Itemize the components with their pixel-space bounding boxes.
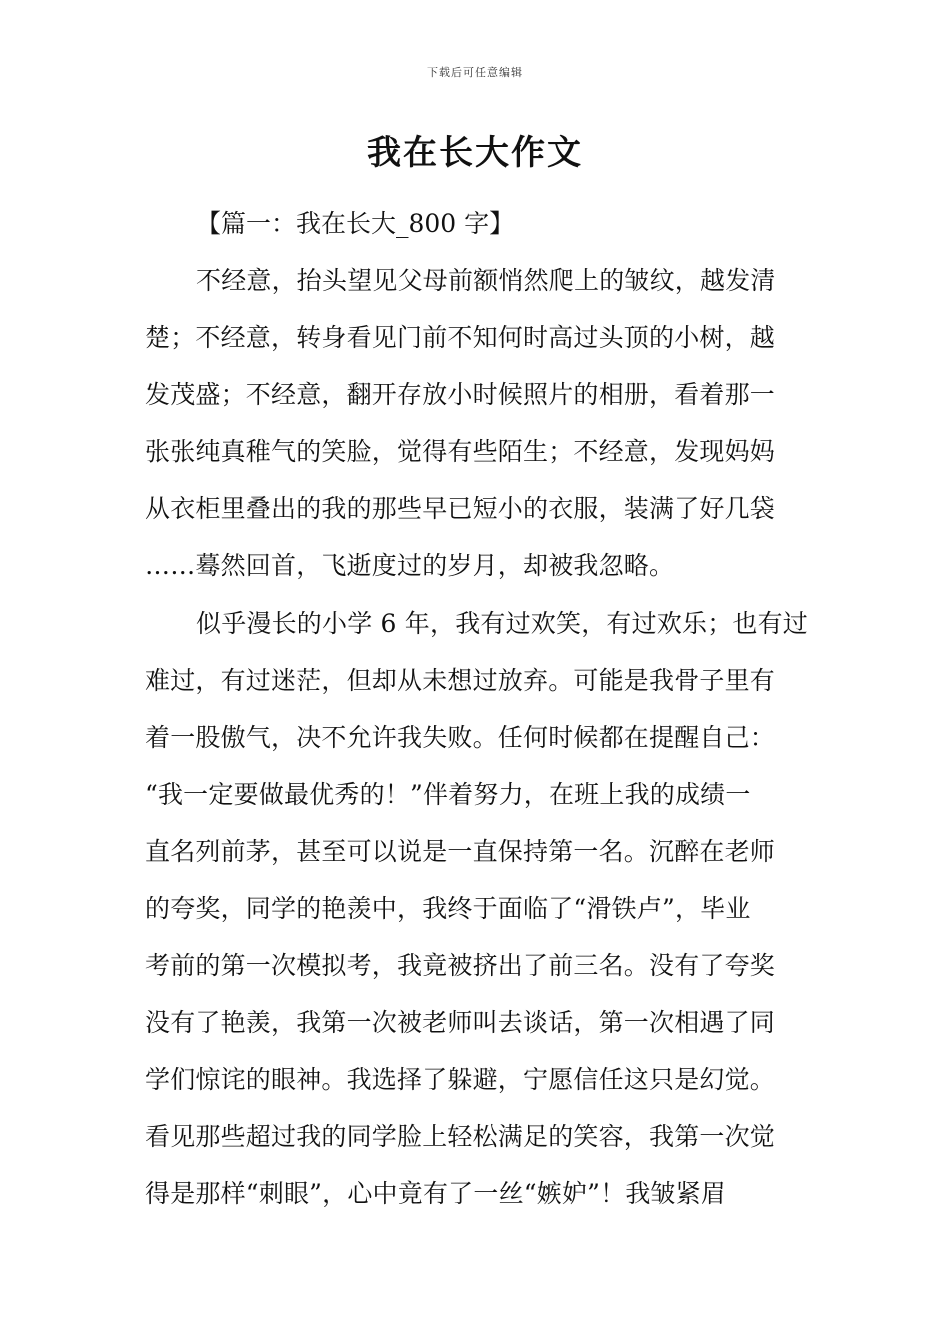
text-line: 张张纯真稚气的笑脸，觉得有些陌生；不经意，发现妈妈	[145, 437, 776, 466]
document-title: 我在长大作文	[367, 133, 583, 173]
header-note: 下载后可任意编辑	[427, 66, 523, 79]
section-heading: 【篇一：我在长大_800 字】	[196, 209, 515, 238]
text-line: “我一定要做最优秀的！”伴着努力，在班上我的成绩一	[145, 780, 751, 809]
text-line: 楚；不经意，转身看见门前不知何时高过头顶的小树，越	[145, 323, 776, 352]
text-line: 的夸奖，同学的艳羡中，我终于面临了“滑铁卢”，毕业	[145, 894, 751, 923]
text-line: 似乎漫长的小学 6 年，我有过欢笑，有过欢乐；也有过	[196, 609, 809, 638]
text-line: 没有了艳羡，我第一次被老师叫去谈话，第一次相遇了同	[145, 1008, 776, 1037]
text-line: 难过，有过迷茫，但却从未想过放弃。可能是我骨子里有	[145, 666, 776, 695]
text-line: 得是那样“刺眼”，心中竟有了一丝“嫉妒”！我皱紧眉	[145, 1179, 727, 1208]
text-line: 直名列前茅，甚至可以说是一直保持第一名。沉醉在老师	[145, 837, 776, 866]
text-line: 学们惊诧的眼神。我选择了躲避，宁愿信任这只是幻觉。	[145, 1065, 776, 1094]
text-line: 着一股傲气，决不允许我失败。任何时候都在提醒自己：	[145, 723, 776, 752]
text-line: 发茂盛；不经意，翻开存放小时候照片的相册，看着那一	[145, 380, 776, 409]
text-line: 看见那些超过我的同学脸上轻松满足的笑容，我第一次觉	[145, 1122, 776, 1151]
text-line: 不经意，抬头望见父母前额悄然爬上的皱纹，越发清	[196, 266, 776, 295]
text-line: ……蓦然回首，飞逝度过的岁月，却被我忽略。	[145, 551, 675, 580]
text-line: 从衣柜里叠出的我的那些早已短小的衣服，装满了好几袋	[145, 494, 776, 523]
text-line: 考前的第一次模拟考，我竟被挤出了前三名。没有了夸奖	[145, 951, 776, 980]
